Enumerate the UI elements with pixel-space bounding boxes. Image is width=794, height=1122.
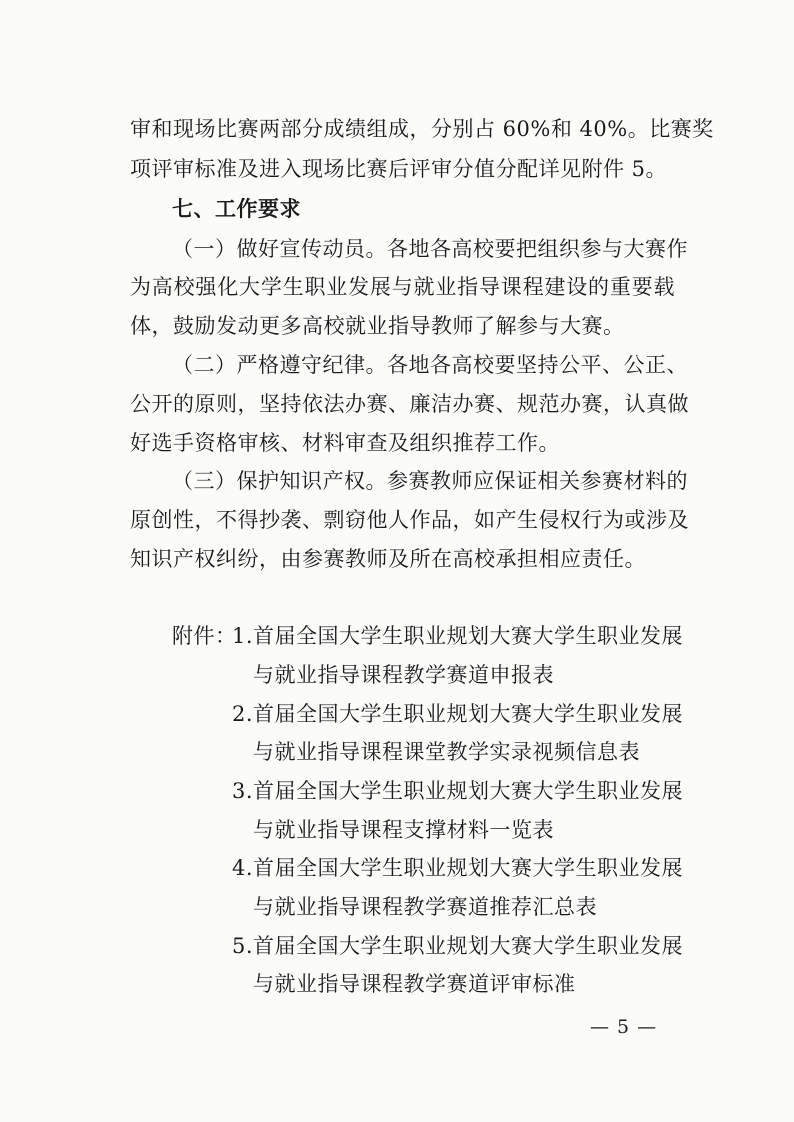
paragraph-line: （三）保护知识产权。参赛教师应保证相关参赛材料的	[172, 469, 688, 493]
paragraph-line: （二）严格遵守纪律。各地各高校要坚持公平、公正、	[172, 353, 688, 377]
paragraph-line: 为高校强化大学生职业发展与就业指导课程建设的重要载	[130, 275, 675, 299]
paragraph-line: 知识产权纠纷，由参赛教师及所在高校承担相应责任。	[130, 547, 646, 571]
attachment-item-1: 1.首届全国大学生职业规划大赛大学生职业发展	[232, 624, 684, 648]
paragraph-line: （一）做好宣传动员。各地各高校要把组织参与大赛作	[172, 237, 688, 261]
paragraph-line: 公开的原则，坚持依法办赛、廉洁办赛、规范办赛，认真做	[130, 392, 689, 416]
paragraph-line: 体，鼓励发动更多高校就业指导教师了解参与大赛。	[130, 314, 625, 338]
attachment-item-4: 4.首届全国大学生职业规划大赛大学生职业发展	[232, 856, 684, 880]
paragraph-line: 项评审标准及进入现场比赛后评审分值分配详见附件 5。	[130, 157, 668, 181]
paragraph-line: 好选手资格审核、材料审查及组织推荐工作。	[130, 431, 560, 455]
paragraph-line: 原创性，不得抄袭、剽窃他人作品，如产生侵权行为或涉及	[130, 508, 689, 532]
attachment-item-3-cont: 与就业指导课程支撑材料一览表	[253, 818, 554, 842]
page-number: — 5 —	[590, 1016, 658, 1038]
attachment-item-1-cont: 与就业指导课程教学赛道申报表	[253, 663, 554, 687]
attachment-item-2: 2.首届全国大学生职业规划大赛大学生职业发展	[232, 702, 684, 726]
attachment-item-5: 5.首届全国大学生职业规划大赛大学生职业发展	[232, 934, 684, 958]
attachment-item-3: 3.首届全国大学生职业规划大赛大学生职业发展	[232, 779, 684, 803]
attachments-label: 附件：	[172, 624, 237, 648]
attachment-item-4-cont: 与就业指导课程教学赛道推荐汇总表	[253, 895, 597, 919]
attachment-item-5-cont: 与就业指导课程教学赛道评审标准	[253, 972, 576, 996]
paragraph-line: 审和现场比赛两部分成绩组成，分别占 60%和 40%。比赛奖	[130, 117, 714, 141]
attachment-item-2-cont: 与就业指导课程课堂教学实录视频信息表	[253, 740, 640, 764]
section-heading: 七、工作要求	[172, 197, 301, 221]
